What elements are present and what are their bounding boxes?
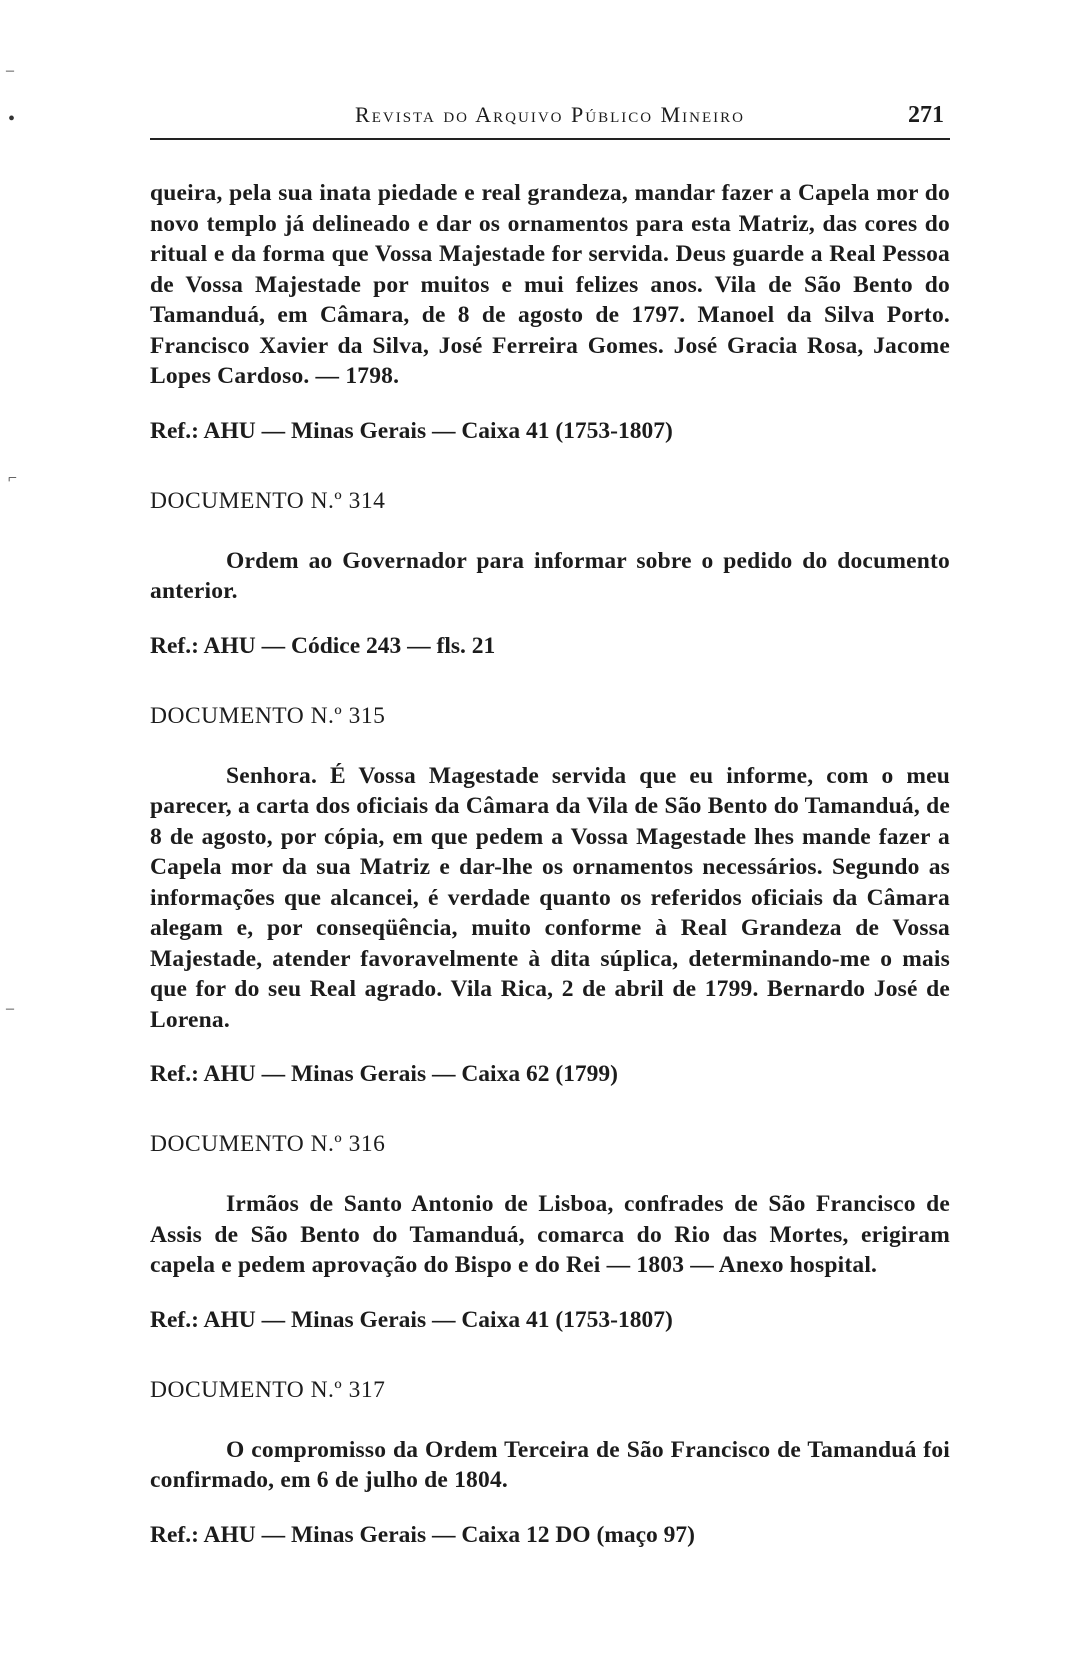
margin-speck: ⌐ <box>8 470 18 487</box>
margin-speck: – <box>6 62 14 79</box>
reference-line: Ref.: AHU — Minas Gerais — Caixa 62 (1799) <box>150 1061 618 1087</box>
document-title: DOCUMENTO N.º 316 <box>150 1131 386 1157</box>
document-title: DOCUMENTO N.º 314 <box>150 487 386 514</box>
reference-line: Ref.: AHU — Códice 243 — fls. 21 <box>150 632 496 659</box>
reference-line: Ref.: AHU — Minas Gerais — Caixa 41 (1753-1807) <box>150 417 673 444</box>
running-title: Revista do Arquivo Público Mineiro <box>355 102 745 127</box>
continuation-paragraph: queira, pela sua inata piedade e real grandeza, mandar fazer a Capela mor do novo templo já delineado e dar os ornamentos para esta Matriz, das cores do ritual e da forma que Vossa Majestade for servida. Deus guarde a Real Pessoa de Vossa Majestade por muitos e mui felizes anos. Vila de São Bento do Tamanduá, em Câmara, de 8 de agosto de 1797. Manoel da Silva Porto. Francisco Xavier da Silva, José Ferreira Gomes. José Gracia Rosa, Jacome Lopes Cardoso. — 1798. <box>150 180 950 389</box>
document-text: O compromisso da Ordem Terceira de São Francisco de Tamanduá foi confirmado, em 6 de julho de 1804. <box>150 1436 950 1493</box>
reference-line: Ref.: AHU — Minas Gerais — Caixa 12 DO (maço 97) <box>150 1521 695 1548</box>
margin-speck: – <box>6 1000 14 1017</box>
margin-speck: • <box>8 108 16 130</box>
document-entry <box>150 1375 950 1550</box>
reference-line: Ref.: AHU — Minas Gerais — Caixa 41 (1753-1807) <box>150 1306 673 1333</box>
document-text: Ordem ao Governador para informar sobre o pedido do documento anterior. <box>150 547 950 604</box>
document-entry <box>150 1129 950 1335</box>
document-text: Irmãos de Santo Antonio de Lisboa, confrades de São Francisco de Assis de São Bento do Tamanduá, comarca do Rio das Mortes, erigiram capela e pedem aprovação do Bispo e do Rei — 1803 — Anexo hospital. <box>150 1191 950 1278</box>
page-number: 271 <box>908 102 944 128</box>
document-text: Senhora. É Vossa Magestade servida que eu informe, com o meu parecer, a carta dos oficiais da Câmara da Vila de São Bento do Tamanduá, de 8 de agosto, por cópia, em que pedem a Vossa Magestade lhes mande fazer a Capela mor da sua Matriz e dar-lhe os ornamentos necessários. Segundo as informações que alcancei, é verdade quanto os referidos oficiais da Câmara alegam e, por conseqüência, muito conforme à Real Grandeza de Vossa Majestade, atender favoravelmente à dita súplica, determinando-me o mais que for do seu Real agrado. Vila Rica, 2 de abril de 1799. Bernardo José de Lorena. <box>150 762 950 1033</box>
document-title: DOCUMENTO N.º 317 <box>150 1376 386 1403</box>
document-entry <box>150 701 950 1090</box>
running-header <box>150 92 950 140</box>
document-page <box>150 92 950 1550</box>
document-title: DOCUMENTO N.º 315 <box>150 702 386 729</box>
document-entry <box>150 486 950 661</box>
